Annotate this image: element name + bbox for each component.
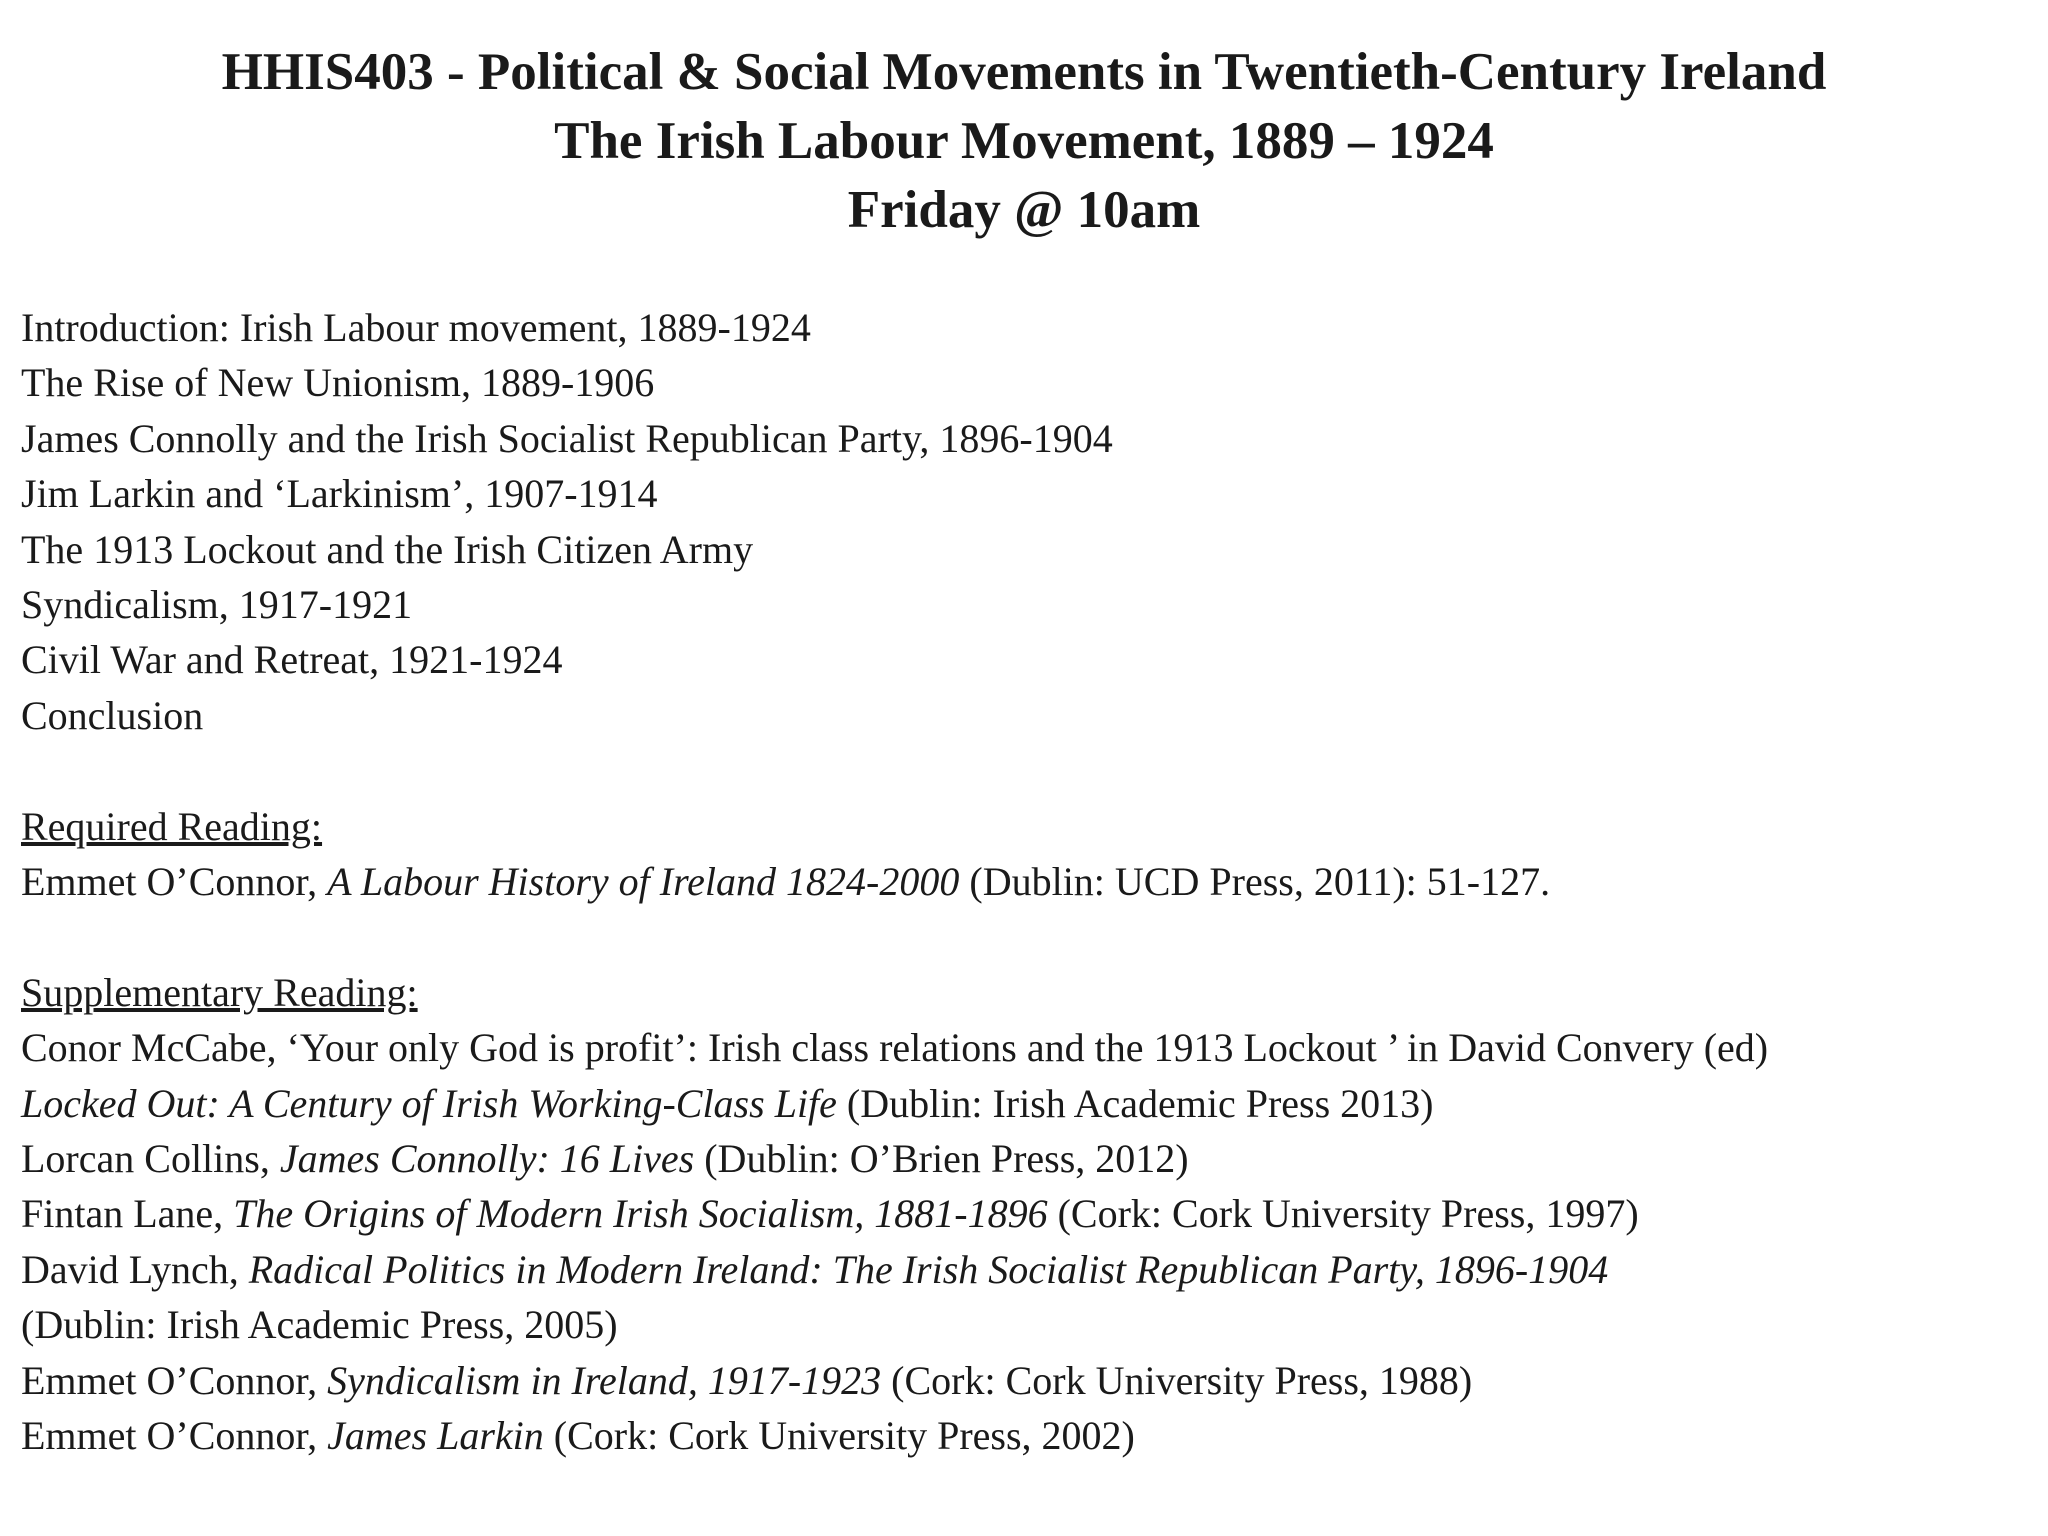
- reading-author: Emmet O’Connor,: [21, 1357, 328, 1403]
- reading-entry-continuation: (Dublin: Irish Academic Press, 2005): [21, 1302, 618, 1348]
- required-reading-heading: Required Reading:: [21, 803, 323, 849]
- reading-entry: [21, 1186, 2031, 1241]
- reading-publication: (Dublin: UCD Press, 2011): 51-127.: [959, 859, 1551, 905]
- reading-title: Locked Out: A Century of Irish Working-Class Life: [21, 1080, 837, 1126]
- lecture-item: Civil War and Retreat, 1921-1924: [21, 637, 563, 683]
- supplementary-reading-heading: Supplementary Reading:: [21, 969, 418, 1015]
- lecture-item: Jim Larkin and ‘Larkinism’, 1907-1914: [21, 471, 658, 517]
- reading-entry: [21, 1353, 2031, 1408]
- reading-title: Syndicalism in Ireland, 1917-1923: [327, 1357, 882, 1403]
- reading-title: James Larkin: [327, 1413, 544, 1459]
- schedule-line: Friday @ 10am: [847, 181, 1201, 239]
- supplementary-reading-section: [21, 965, 2031, 1464]
- lecture-item: James Connolly and the Irish Socialist Republican Party, 1896-1904: [21, 415, 1113, 461]
- reading-author: Lorcan Collins,: [21, 1136, 280, 1182]
- reading-author: David Lynch,: [21, 1246, 249, 1292]
- reading-publication: (Cork: Cork University Press, 1988): [881, 1357, 1473, 1403]
- reading-author: Emmet O’Connor,: [21, 859, 328, 905]
- reading-author: Emmet O’Connor,: [21, 1413, 328, 1459]
- topic-title: The Irish Labour Movement, 1889 – 1924: [554, 112, 1494, 170]
- required-reading-section: [21, 799, 2031, 910]
- reading-publication: (Cork: Cork University Press, 1997): [1047, 1191, 1639, 1237]
- reading-entry: [21, 1408, 2031, 1463]
- lecture-item: Introduction: Irish Labour movement, 1889-1924: [21, 305, 811, 350]
- spacer: [21, 909, 2031, 964]
- reading-entry: [21, 1242, 2031, 1297]
- reading-entry: [21, 1131, 2031, 1186]
- reading-title: A Labour History of Ireland 1824-2000: [327, 859, 960, 905]
- reading-author: Fintan Lane,: [21, 1191, 234, 1237]
- lecture-item: The Rise of New Unionism, 1889-1906: [21, 360, 655, 406]
- reading-entry: Conor McCabe, ‘Your only God is profit’: Irish class relations and the 1913 Lockout ’ in David Convery (ed): [21, 1025, 1769, 1071]
- lecture-list: [21, 300, 2031, 743]
- lecture-item: The 1913 Lockout and the Irish Citizen Army: [21, 526, 754, 572]
- reading-entry: [21, 854, 2031, 909]
- syllabus-header: [0, 38, 2048, 245]
- spacer: [21, 743, 2031, 798]
- reading-publication: (Cork: Cork University Press, 2002): [543, 1413, 1135, 1459]
- course-title: HHIS403 - Political & Social Movements in Twentieth-Century Ireland: [221, 43, 1827, 101]
- syllabus-body: [21, 300, 2031, 1464]
- reading-publication: (Dublin: O’Brien Press, 2012): [694, 1136, 1189, 1182]
- reading-title: James Connolly: 16 Lives: [279, 1136, 695, 1182]
- reading-publication: (Dublin: Irish Academic Press 2013): [836, 1080, 1434, 1126]
- lecture-item: Syndicalism, 1917-1921: [21, 582, 413, 628]
- reading-entry-continuation: [21, 1076, 2031, 1131]
- reading-title: The Origins of Modern Irish Socialism, 1881-1896: [233, 1191, 1048, 1237]
- reading-title: Radical Politics in Modern Ireland: The Irish Socialist Republican Party, 1896-1904: [248, 1246, 1609, 1292]
- lecture-item: Conclusion: [21, 692, 204, 738]
